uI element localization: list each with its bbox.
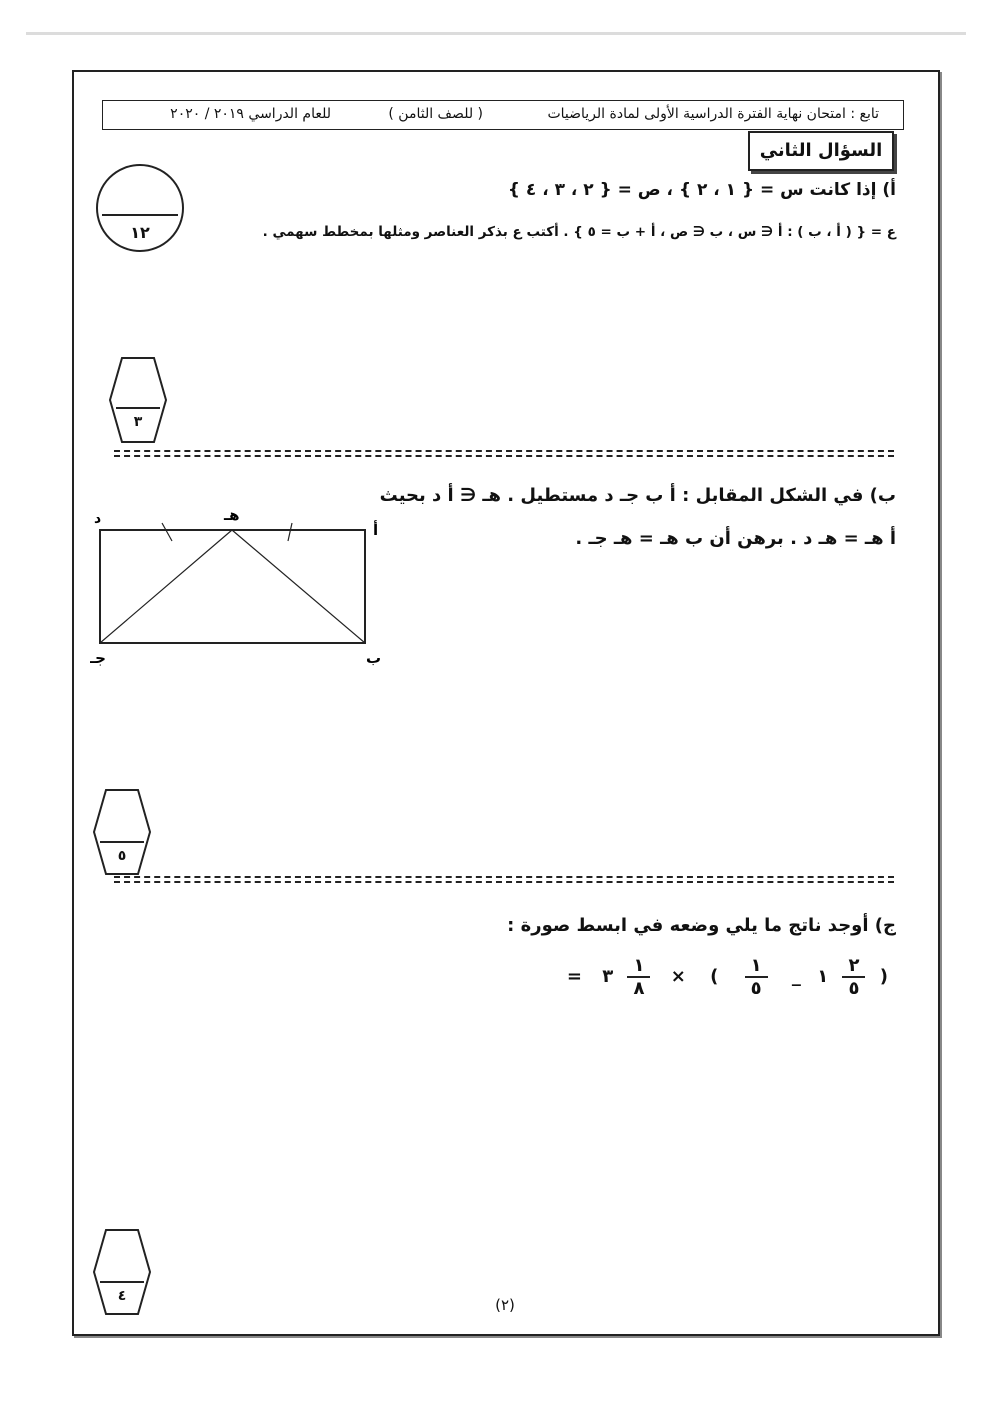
- total-mark: ١٢: [130, 223, 150, 242]
- fraction-1-numerator: ٢: [842, 955, 865, 978]
- header-grade: ( للصف الثامن ): [388, 106, 483, 122]
- tick-mark-right: [288, 523, 292, 541]
- header-year: للعام الدراسي ٢٠١٩ / ٢٠٢٠: [170, 106, 331, 122]
- open-paren: (: [879, 966, 888, 987]
- mark-line: [102, 214, 178, 216]
- top-rule: [26, 32, 966, 35]
- part-b-line1: ب) في الشكل المقابل : أ ب جـ د مستطيل . هـ ∈ أ د بحيث: [379, 485, 896, 506]
- close-paren: ): [710, 966, 719, 987]
- tick-mark-left: [162, 523, 172, 541]
- fraction-3-denominator: ٨: [633, 978, 645, 999]
- fraction-2-numerator: ١: [745, 955, 768, 978]
- label-d: د: [94, 511, 102, 527]
- exam-header: [102, 100, 904, 130]
- fraction-1: [842, 955, 865, 999]
- rectangle-abcd: [100, 530, 365, 643]
- page-frame: [72, 70, 940, 1336]
- part-a-line1: أ) إذا كانت س = { ١ ، ٢ } ، ص = { ٢ ، ٣ ، ٤ }: [507, 180, 896, 200]
- part-c-expression: [553, 955, 888, 999]
- label-e: هـ: [224, 506, 240, 524]
- section-divider-1: [114, 450, 894, 457]
- rectangle-figure: [90, 505, 400, 675]
- mark-a: ٣: [133, 414, 143, 430]
- part-b-line2: أ هـ = هـ د . برهن أن ب هـ = هـ جـ .: [575, 528, 896, 549]
- mark-c: ٤: [117, 1288, 127, 1304]
- section-divider-2: [114, 876, 894, 883]
- segment-ce: [100, 530, 232, 643]
- fraction-2: [745, 955, 768, 999]
- mark-b: ٥: [117, 848, 127, 864]
- times-sign: ×: [670, 966, 686, 987]
- whole-number-1: ١: [817, 966, 829, 987]
- fraction-2-denominator: ٥: [750, 978, 762, 999]
- equals-sign: =: [566, 966, 582, 987]
- label-c: جـ: [90, 649, 106, 667]
- fraction-1-denominator: ٥: [848, 978, 860, 999]
- question-title: السؤال الثاني: [748, 131, 894, 171]
- segment-be: [232, 530, 365, 643]
- fraction-3-numerator: ١: [627, 955, 650, 978]
- mark-hexagon-b: [92, 788, 152, 876]
- whole-number-2: ٣: [602, 966, 614, 987]
- label-b: ب: [366, 649, 382, 667]
- total-mark-circle: [96, 164, 184, 252]
- part-a-line2: ع = { ( أ ، ب ) : أ ∈ س ، ب ∈ ص ، أ + ب = ٥ } . أكتب ع بذكر العناصر ومثلها بمخطط سهمي .: [262, 224, 896, 240]
- minus-sign: _: [791, 966, 801, 987]
- label-a: أ: [373, 521, 379, 539]
- hexagon-shape: [108, 356, 168, 444]
- page-number: (٢): [495, 1296, 515, 1314]
- mark-hexagon-a: [108, 356, 168, 444]
- header-continuation: تابع : امتحان نهاية الفترة الدراسية الأولى لمادة الرياضيات: [547, 106, 879, 122]
- fraction-3: [627, 955, 650, 999]
- mark-hexagon-c: [92, 1228, 152, 1316]
- part-c-line1: ج) أوجد ناتج ما يلي وضعه في ابسط صورة :: [507, 915, 896, 936]
